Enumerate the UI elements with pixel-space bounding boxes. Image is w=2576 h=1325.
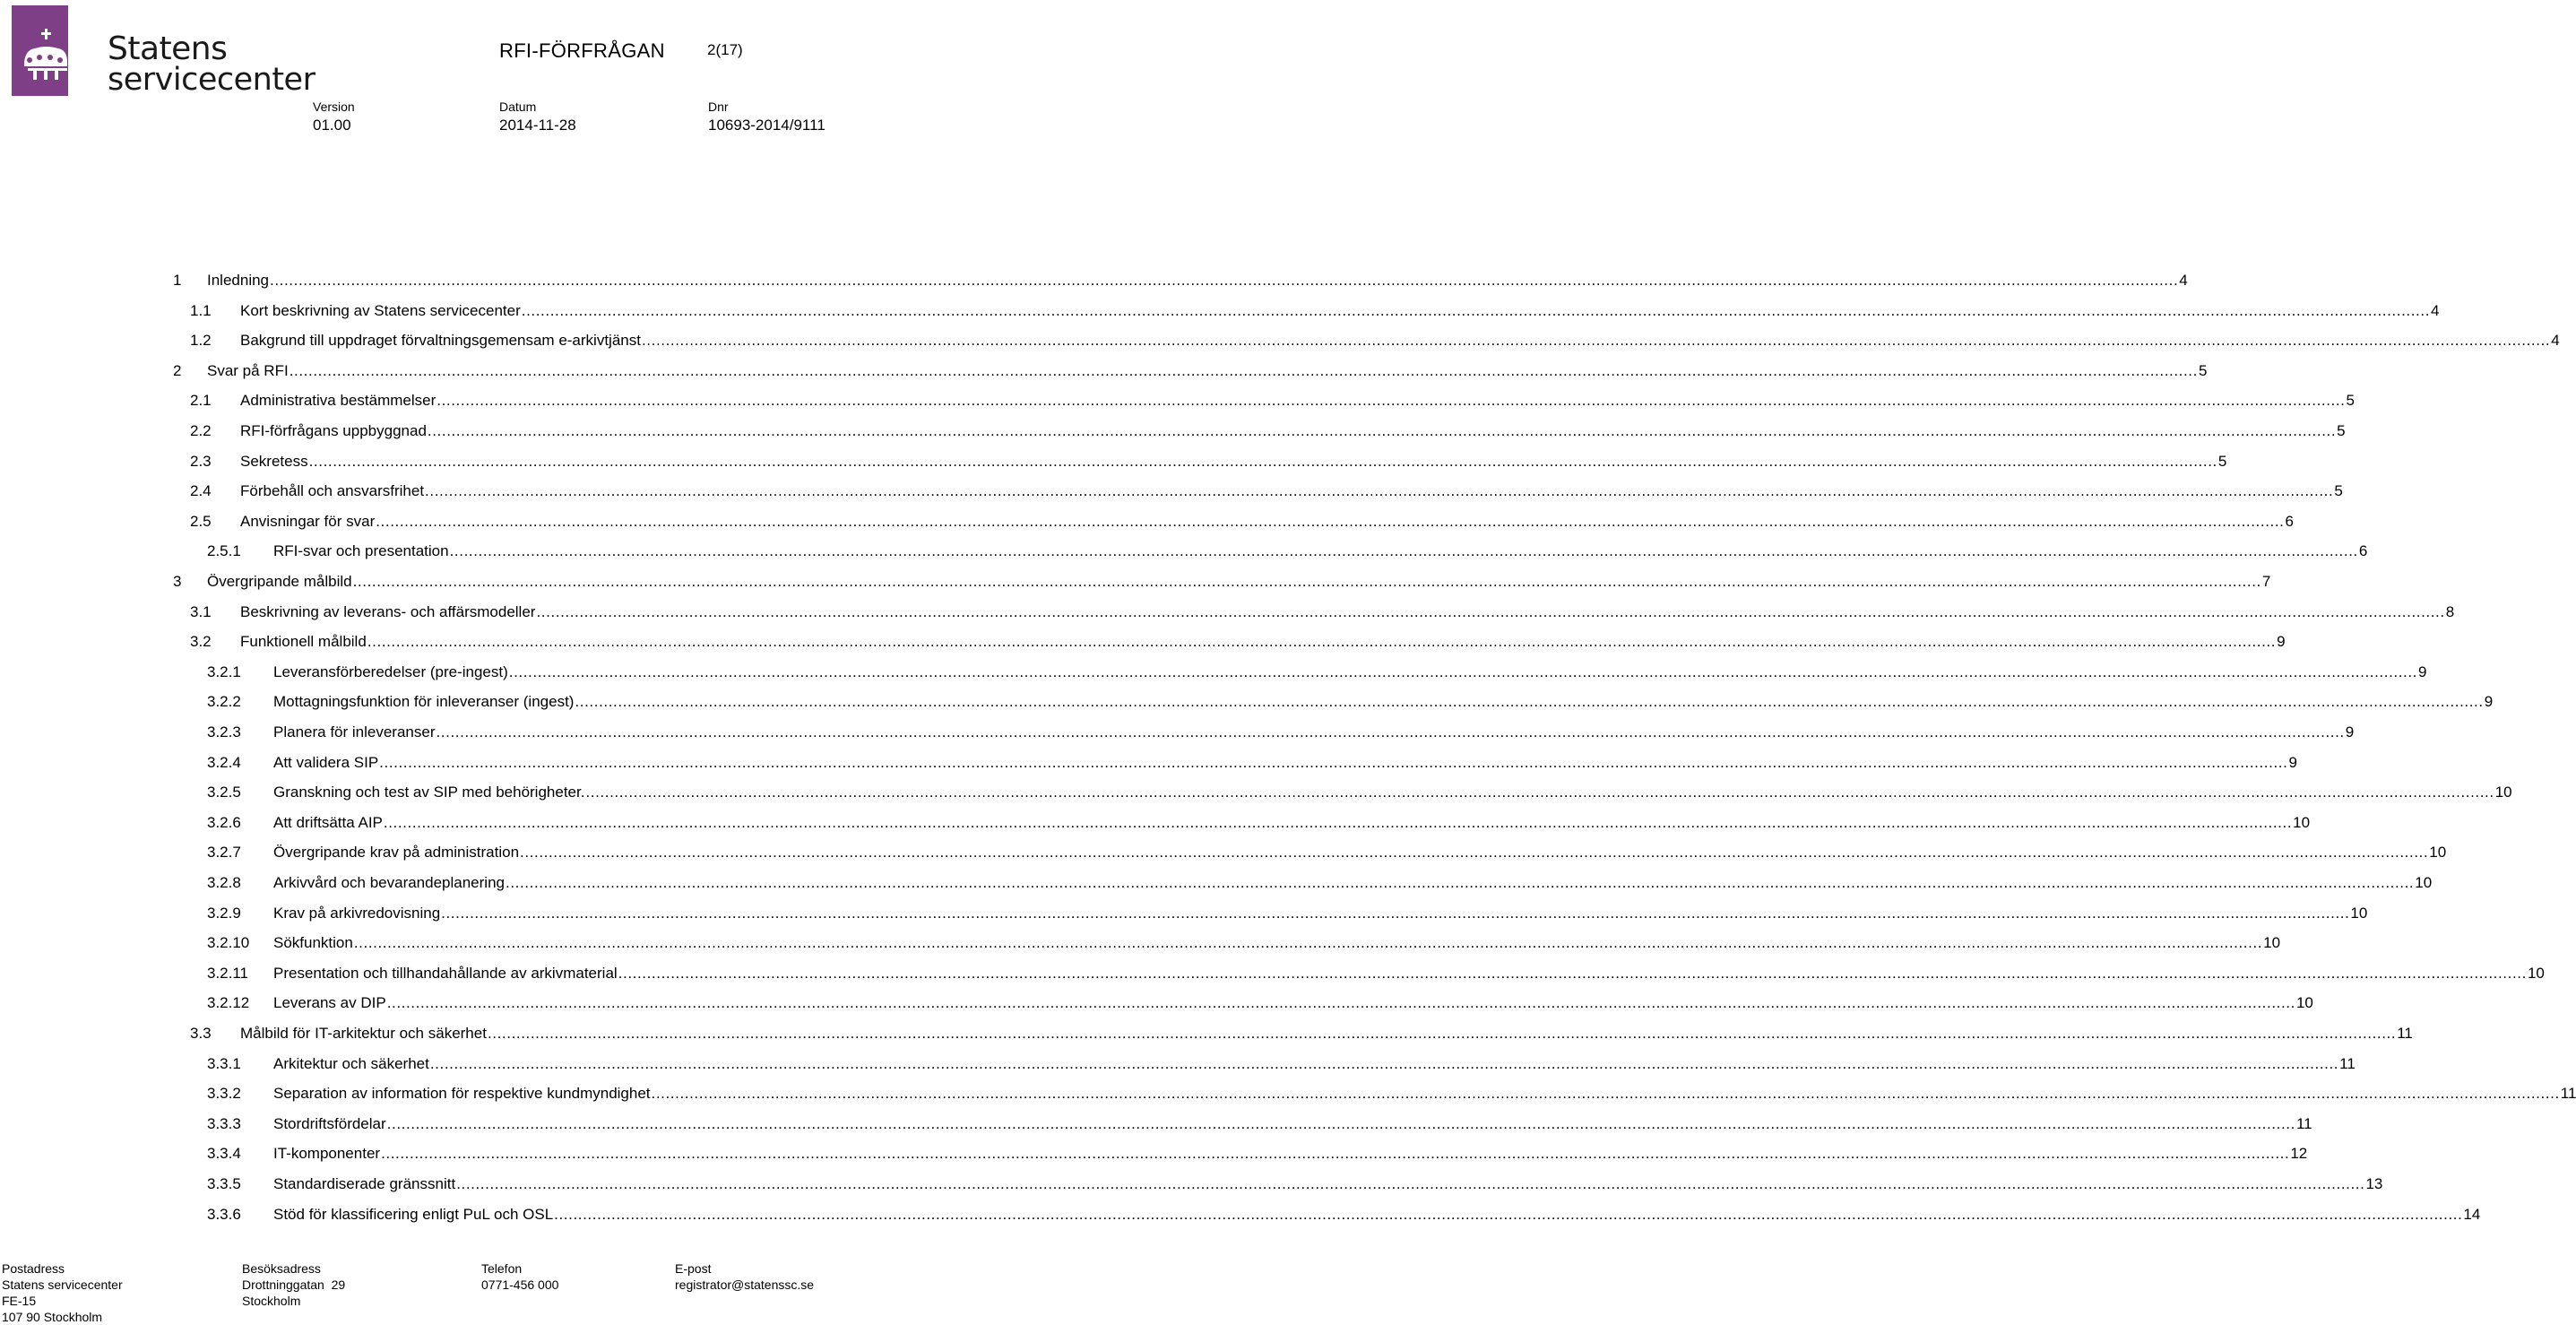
toc-dot-leader: ................................................................................................................................................................................................................................................................................................................................................................................................................	[487, 1025, 2397, 1042]
toc-dot-leader: ................................................................................................................................................................................................................................................................................................................................................................................................................	[289, 362, 2198, 379]
toc-entry[interactable]	[0, 933, 2281, 953]
toc-entry-line	[273, 843, 2447, 862]
toc-entry-page: 4	[2431, 302, 2440, 319]
toc-entry-title: IT-komponenter	[273, 1145, 381, 1162]
toc-entry-line	[273, 933, 2281, 953]
toc-entry-line	[273, 1114, 2312, 1134]
toc-entry[interactable]	[0, 632, 2286, 652]
toc-entry-number: 3.3.3	[207, 1115, 241, 1132]
toc-entry-title: Leveransförberedelser (pre-ingest)	[273, 663, 508, 680]
toc-dot-leader: ................................................................................................................................................................................................................................................................................................................................................................................................................	[425, 482, 2334, 499]
toc-entry-page: 5	[2198, 362, 2208, 379]
toc-entry-line	[207, 361, 2208, 381]
footer-line: registrator@statenssc.se	[675, 1277, 815, 1292]
toc-entry-title: Svar på RFI	[207, 362, 289, 379]
toc-entry[interactable]	[0, 723, 2355, 742]
toc-entry[interactable]	[0, 481, 2343, 501]
toc-dot-leader: ................................................................................................................................................................................................................................................................................................................................................................................................................	[506, 874, 2415, 891]
toc-entry[interactable]	[0, 452, 2227, 472]
toc-entry-title: Inledning	[207, 272, 270, 289]
toc-entry-line	[207, 572, 2271, 592]
toc-entry-page: 8	[2445, 603, 2455, 620]
toc-entry[interactable]	[0, 662, 2427, 682]
toc-entry[interactable]	[0, 421, 2346, 441]
toc-entry-page: 14	[2463, 1206, 2481, 1223]
toc-entry-page: 6	[2358, 542, 2368, 559]
toc-dot-leader: ................................................................................................................................................................................................................................................................................................................................................................................................................	[618, 965, 2527, 982]
toc-entry-number: 3.2.11	[207, 965, 249, 982]
toc-entry-page: 10	[2263, 934, 2281, 951]
toc-entry-page: 4	[2551, 332, 2560, 349]
toc-dot-leader: ................................................................................................................................................................................................................................................................................................................................................................................................................	[379, 754, 2288, 771]
meta-version	[313, 100, 355, 135]
toc-entry-number: 3.2.12	[207, 994, 250, 1011]
toc-entry-number: 3.2.10	[207, 934, 250, 951]
toc-entry-title: Kort beskrivning av Statens servicecenter	[240, 302, 521, 319]
toc-entry-title: RFI-svar och presentation	[273, 542, 449, 559]
toc-entry-number: 1	[173, 272, 182, 289]
toc-dot-leader: ................................................................................................................................................................................................................................................................................................................................................................................................................	[386, 1115, 2295, 1132]
toc-entry-title: Standardiserade gränssnitt	[273, 1175, 456, 1192]
toc-entry-line	[273, 993, 2313, 1013]
toc-entry-title: Förbehåll och ansvarsfrihet	[240, 482, 425, 499]
logo-wordmark	[108, 30, 316, 98]
toc-entry-page: 12	[2290, 1145, 2308, 1162]
toc-entry-number: 3.2.5	[207, 784, 241, 801]
toc-dot-leader: ................................................................................................................................................................................................................................................................................................................................................................................................................	[521, 302, 2431, 319]
toc-entry[interactable]	[0, 753, 2297, 773]
meta-value: 10693-2014/9111	[708, 117, 826, 134]
toc-entry-title: Separation av information för respektive kundmyndighet	[273, 1085, 651, 1102]
toc-entry-number: 3.3.2	[207, 1085, 241, 1102]
toc-entry-line	[240, 301, 2440, 321]
toc-entry-number: 3.2.9	[207, 905, 241, 922]
page-number: 2(17)	[707, 41, 743, 58]
toc-entry-page: 5	[2337, 422, 2346, 439]
toc-entry-page: 5	[2217, 453, 2227, 470]
toc-entry-line	[273, 541, 2368, 561]
toc-dot-leader: ................................................................................................................................................................................................................................................................................................................................................................................................................	[376, 513, 2285, 530]
footer-label: E-post	[675, 1261, 712, 1276]
toc-entry[interactable]	[0, 873, 2433, 893]
toc-entry-number: 3.3.1	[207, 1055, 241, 1072]
toc-entry[interactable]	[0, 572, 2271, 592]
logo-line-1: Statens	[108, 30, 228, 67]
toc-entry-line	[273, 1174, 2383, 1194]
toc-entry-number: 3.2.6	[207, 814, 241, 831]
toc-entry[interactable]	[0, 1084, 2576, 1104]
toc-entry-title: Stöd för klassificering enligt PuL och OSL	[273, 1206, 554, 1223]
toc-entry-page: 10	[2295, 994, 2313, 1011]
meta-dnr	[708, 100, 826, 135]
toc-entry-number: 3.1	[190, 603, 212, 620]
toc-entry-title: Mottagningsfunktion för inleveranser (ingest)	[273, 693, 575, 710]
toc-dot-leader: ................................................................................................................................................................................................................................................................................................................................................................................................................	[437, 392, 2346, 409]
toc-entry-line	[273, 753, 2297, 773]
toc-dot-leader: ................................................................................................................................................................................................................................................................................................................................................................................................................	[449, 542, 2358, 559]
toc-entry-page: 9	[2345, 723, 2355, 740]
toc-entry-line	[273, 1205, 2481, 1225]
toc-entry-page: 11	[2560, 1085, 2576, 1102]
toc-dot-leader: ................................................................................................................................................................................................................................................................................................................................................................................................................	[427, 422, 2337, 439]
toc-entry[interactable]	[0, 361, 2208, 381]
toc-dot-leader: ................................................................................................................................................................................................................................................................................................................................................................................................................	[352, 573, 2261, 590]
meta-label: Datum	[499, 100, 537, 114]
toc-entry-line	[273, 783, 2512, 802]
toc-entry[interactable]	[0, 1114, 2312, 1134]
footer-label: Telefon	[481, 1261, 523, 1276]
toc-entry-number: 3.3.5	[207, 1175, 241, 1192]
toc-entry-page: 9	[2484, 693, 2494, 710]
footer-email	[675, 1260, 814, 1293]
footer-line: Statens servicecenter	[2, 1277, 123, 1292]
toc-entry-title: Arkivvård och bevarandeplanering	[273, 874, 505, 891]
toc-entry-title: Sekretess	[240, 453, 308, 470]
toc-entry-line	[207, 271, 2188, 290]
toc-entry[interactable]	[0, 993, 2313, 1013]
toc-entry-line	[273, 1054, 2356, 1074]
toc-entry[interactable]	[0, 1144, 2308, 1164]
toc-entry-title: Presentation och tillhandahållande av arkivmaterial	[273, 965, 618, 982]
toc-entry-page: 10	[2415, 874, 2433, 891]
toc-entry-page: 11	[2397, 1025, 2413, 1042]
toc-entry-line	[240, 602, 2455, 622]
logo-line-2: servicecenter	[108, 62, 316, 98]
toc-entry-number: 2.3	[190, 453, 212, 470]
toc-dot-leader: ................................................................................................................................................................................................................................................................................................................................................................................................................	[554, 1206, 2463, 1223]
toc-entry[interactable]	[0, 964, 2545, 983]
toc-entry-title: Bakgrund till uppdraget förvaltningsgemensam e-arkivtjänst	[240, 332, 641, 349]
toc-entry[interactable]	[0, 1024, 2413, 1044]
document-title: RFI-FÖRFRÅGAN	[499, 39, 665, 62]
toc-dot-leader: ................................................................................................................................................................................................................................................................................................................................................................................................................	[536, 603, 2445, 620]
toc-entry-number: 1.1	[190, 302, 212, 319]
toc-entry-title: Funktionell målbild	[240, 633, 367, 650]
toc-entry-line	[240, 391, 2355, 411]
toc-entry-number: 3.2.4	[207, 754, 241, 771]
toc-dot-leader: ................................................................................................................................................................................................................................................................................................................................................................................................................	[429, 1055, 2339, 1072]
toc-entry-page: 5	[2346, 392, 2355, 409]
toc-entry-number: 3.3.6	[207, 1206, 241, 1223]
footer-phone	[481, 1260, 558, 1293]
toc-entry-number: 3.2.3	[207, 723, 241, 740]
toc-entry-title: Krav på arkivredovisning	[273, 905, 441, 922]
toc-entry-number: 3.3	[190, 1025, 212, 1042]
toc-dot-leader: ................................................................................................................................................................................................................................................................................................................................................................................................................	[383, 814, 2293, 831]
toc-entry[interactable]	[0, 692, 2494, 712]
toc-entry-title: Att driftsätta AIP	[273, 814, 383, 831]
toc-entry-line	[273, 873, 2433, 893]
toc-entry-line	[240, 632, 2286, 652]
toc-entry[interactable]	[0, 843, 2447, 862]
toc-dot-leader: ................................................................................................................................................................................................................................................................................................................................................................................................................	[386, 994, 2295, 1011]
toc-entry-page: 4	[2179, 272, 2188, 289]
toc-entry-page: 11	[2339, 1055, 2356, 1072]
toc-dot-leader: ................................................................................................................................................................................................................................................................................................................................................................................................................	[651, 1085, 2560, 1102]
toc-entry-line	[240, 481, 2343, 501]
footer-label: Besöksadress	[242, 1261, 321, 1276]
toc-entry[interactable]	[0, 301, 2440, 321]
toc-entry[interactable]	[0, 1174, 2383, 1194]
footer-line: Stockholm	[242, 1294, 301, 1308]
toc-entry-line	[273, 692, 2494, 712]
toc-entry-line	[240, 331, 2560, 351]
meta-date	[499, 100, 576, 135]
toc-entry-page: 9	[2288, 754, 2297, 771]
toc-dot-leader: ................................................................................................................................................................................................................................................................................................................................................................................................................	[508, 663, 2418, 680]
toc-entry-number: 2.2	[190, 422, 212, 439]
toc-entry[interactable]	[0, 1054, 2356, 1074]
meta-value: 2014-11-28	[499, 117, 576, 134]
toc-entry-title: Att validera SIP	[273, 754, 379, 771]
toc-entry-page: 10	[2527, 965, 2545, 982]
footer-label: Postadress	[2, 1261, 65, 1276]
meta-label: Dnr	[708, 100, 729, 114]
footer-line: Drottninggatan 29	[242, 1277, 346, 1292]
toc-entry-title: Arkitektur och säkerhet	[273, 1055, 429, 1072]
toc-entry-line	[240, 1024, 2413, 1044]
toc-dot-leader: ................................................................................................................................................................................................................................................................................................................................................................................................................	[585, 784, 2494, 801]
toc-entry[interactable]	[0, 813, 2311, 833]
toc-entry[interactable]	[0, 783, 2512, 802]
toc-dot-leader: ................................................................................................................................................................................................................................................................................................................................................................................................................	[641, 332, 2551, 349]
footer-line: 0771-456 000	[481, 1277, 559, 1292]
toc-entry-line	[240, 452, 2227, 472]
toc-entry-title: Övergripande krav på administration	[273, 844, 520, 861]
toc-entry-title: Sökfunktion	[273, 934, 353, 951]
toc-entry-line	[273, 1144, 2308, 1164]
crown-icon	[12, 5, 68, 96]
toc-entry-title: Administrativa bestämmelser	[240, 392, 437, 409]
toc-entry[interactable]	[0, 602, 2455, 622]
toc-entry-number: 2.5	[190, 513, 212, 530]
footer-line: 107 90 Stockholm	[2, 1310, 103, 1324]
toc-entry-line	[240, 512, 2294, 532]
footer-line: FE-15	[2, 1294, 37, 1308]
toc-entry-number: 3	[173, 573, 182, 590]
toc-dot-leader: ................................................................................................................................................................................................................................................................................................................................................................................................................	[456, 1175, 2365, 1192]
toc-dot-leader: ................................................................................................................................................................................................................................................................................................................................................................................................................	[308, 453, 2217, 470]
toc-entry[interactable]	[0, 271, 2188, 290]
toc-dot-leader: ................................................................................................................................................................................................................................................................................................................................................................................................................	[367, 633, 2277, 650]
toc-entry-number: 3.2	[190, 633, 212, 650]
toc-entry-title: Stordriftsfördelar	[273, 1115, 386, 1132]
toc-entry-page: 9	[2277, 633, 2286, 650]
toc-entry-page: 9	[2418, 663, 2427, 680]
toc-entry-page: 5	[2334, 482, 2343, 499]
toc-entry-line	[273, 1084, 2576, 1104]
toc-entry-title: Målbild för IT-arkitektur och säkerhet	[240, 1025, 487, 1042]
toc-entry-number: 2.5.1	[207, 542, 241, 559]
toc-dot-leader: ................................................................................................................................................................................................................................................................................................................................................................................................................	[520, 844, 2429, 861]
meta-label: Version	[313, 100, 355, 114]
toc-entry-page: 13	[2365, 1175, 2383, 1192]
toc-entry[interactable]	[0, 331, 2560, 351]
toc-entry[interactable]	[0, 904, 2368, 923]
toc-entry[interactable]	[0, 541, 2368, 561]
toc-entry-title: Planera för inleveranser	[273, 723, 436, 740]
toc-dot-leader: ................................................................................................................................................................................................................................................................................................................................................................................................................	[441, 905, 2350, 922]
toc-entry-title: Beskrivning av leverans- och affärsmodeller	[240, 603, 536, 620]
toc-entry-number: 3.2.1	[207, 663, 241, 680]
toc-entry-number: 3.2.7	[207, 844, 241, 861]
toc-entry-number: 2.4	[190, 482, 212, 499]
footer-postal	[2, 1260, 123, 1325]
toc-entry-page: 10	[2350, 905, 2368, 922]
toc-entry-title: RFI-förfrågans uppbyggnad	[240, 422, 427, 439]
toc-entry[interactable]	[0, 512, 2294, 532]
toc-entry-page: 10	[2293, 814, 2311, 831]
toc-entry-number: 2	[173, 362, 182, 379]
toc-entry-number: 3.3.4	[207, 1145, 241, 1162]
toc-dot-leader: ................................................................................................................................................................................................................................................................................................................................................................................................................	[436, 723, 2345, 740]
toc-entry[interactable]	[0, 391, 2355, 411]
toc-entry-line	[240, 421, 2346, 441]
toc-dot-leader: ................................................................................................................................................................................................................................................................................................................................................................................................................	[270, 272, 2179, 289]
toc-entry-line	[273, 662, 2427, 682]
toc-entry-title: Anvisningar för svar	[240, 513, 376, 530]
logo-emblem	[12, 5, 68, 96]
toc-entry-page: 10	[2494, 784, 2512, 801]
toc-dot-leader: ................................................................................................................................................................................................................................................................................................................................................................................................................	[575, 693, 2484, 710]
toc-entry[interactable]	[0, 1205, 2481, 1225]
toc-entry-number: 2.1	[190, 392, 212, 409]
toc-dot-leader: ................................................................................................................................................................................................................................................................................................................................................................................................................	[381, 1145, 2290, 1162]
toc-entry-number: 3.2.2	[207, 693, 241, 710]
footer-visit	[242, 1260, 345, 1309]
toc-entry-page: 7	[2261, 573, 2271, 590]
toc-entry-title: Leverans av DIP	[273, 994, 386, 1011]
toc-entry-page: 6	[2285, 513, 2294, 530]
toc-entry-page: 10	[2429, 844, 2447, 861]
toc-entry-line	[273, 904, 2368, 923]
toc-entry-number: 3.2.8	[207, 874, 241, 891]
toc-entry-line	[273, 723, 2355, 742]
toc-entry-line	[273, 813, 2311, 833]
toc-entry-line	[273, 964, 2545, 983]
toc-entry-number: 1.2	[190, 332, 212, 349]
toc-entry-title: Granskning och test av SIP med behörigheter.	[273, 784, 585, 801]
toc-entry-title: Övergripande målbild	[207, 573, 352, 590]
toc-entry-page: 11	[2295, 1115, 2312, 1132]
meta-value: 01.00	[313, 117, 351, 134]
toc-dot-leader: ................................................................................................................................................................................................................................................................................................................................................................................................................	[353, 934, 2263, 951]
